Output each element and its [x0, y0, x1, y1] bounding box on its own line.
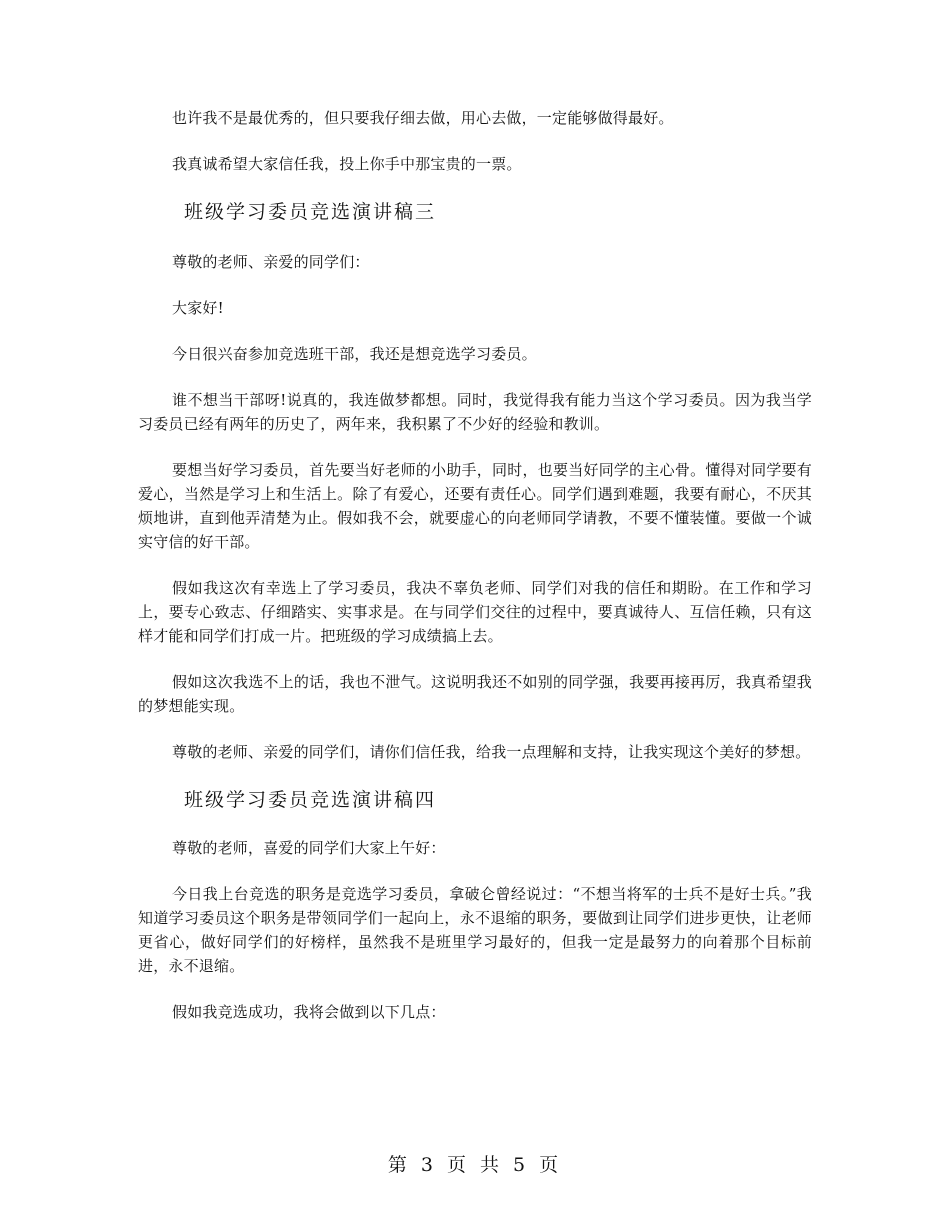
paragraph: 大家好! — [172, 299, 224, 317]
paragraph: 今日我上台竞选的职务是竞选学习委员，拿破仑曾经说过：“不想当将军的士兵不是好士兵。”我知道学习委员这个职务是带领同学们一起向上，永不退缩的职务，要做到让同学们进步更快，让老师更省心，做好同学们的好榜样，虽然我不是班里学习最好的，但我一定是最努力的向着那个目标前进，永不退缩。 — [138, 885, 812, 975]
paragraph: 假如我竞选成功，我将会做到以下几点： — [172, 1003, 446, 1021]
section-heading: 班级学习委员竞选演讲稿三 — [184, 201, 437, 223]
paragraph: 谁不想当干部呀!说真的，我连做梦都想。同时，我觉得我有能力当这个学习委员。因为我当学习委员已经有两年的历史了，两年来，我积累了不少好的经验和教训。 — [138, 391, 812, 433]
paragraph: 假如这次我选不上的话，我也不泄气。这说明我还不如别的同学强，我要再接再厉，我真希望我的梦想能实现。 — [138, 673, 812, 715]
paragraph: 假如我这次有幸选上了学习委员，我决不辜负老师、同学们对我的信任和期盼。在工作和学习上，要专心致志、仔细踏实、实事求是。在与同学们交往的过程中，要真诚待人、互信任赖，只有这样才能和同学们打成一片。把班级的学习成绩搞上去。 — [138, 579, 812, 645]
page-number-footer: 第 3 页 共 5 页 — [387, 1154, 563, 1176]
paragraph: 尊敬的老师、亲爱的同学们： — [172, 253, 370, 271]
paragraph: 要想当好学习委员，首先要当好老师的小助手，同时，也要当好同学的主心骨。懂得对同学要有爱心，当然是学习上和生活上。除了有爱心，还要有责任心。同学们遇到难题，我要有耐心，不厌其烦地讲，直到他弄清楚为止。假如我不会，就要虚心的向老师同学请教，不要不懂装懂。要做一个诚实守信的好干部。 — [138, 461, 812, 551]
paragraph: 尊敬的老师、亲爱的同学们，请你们信任我，给我一点理解和支持，让我实现这个美好的梦想。 — [172, 743, 811, 761]
paragraph: 也许我不是最优秀的，但只要我仔细去做，用心去做，一定能够做得最好。 — [172, 109, 674, 127]
paragraph: 我真诚希望大家信任我，投上你手中那宝贵的一票。 — [172, 155, 522, 173]
paragraph: 尊敬的老师，喜爱的同学们大家上午好： — [172, 839, 446, 857]
section-heading: 班级学习委员竞选演讲稿四 — [184, 789, 437, 811]
paragraph: 今日很兴奋参加竞选班干部，我还是想竞选学习委员。 — [172, 345, 537, 363]
document-body — [138, 106, 812, 1024]
